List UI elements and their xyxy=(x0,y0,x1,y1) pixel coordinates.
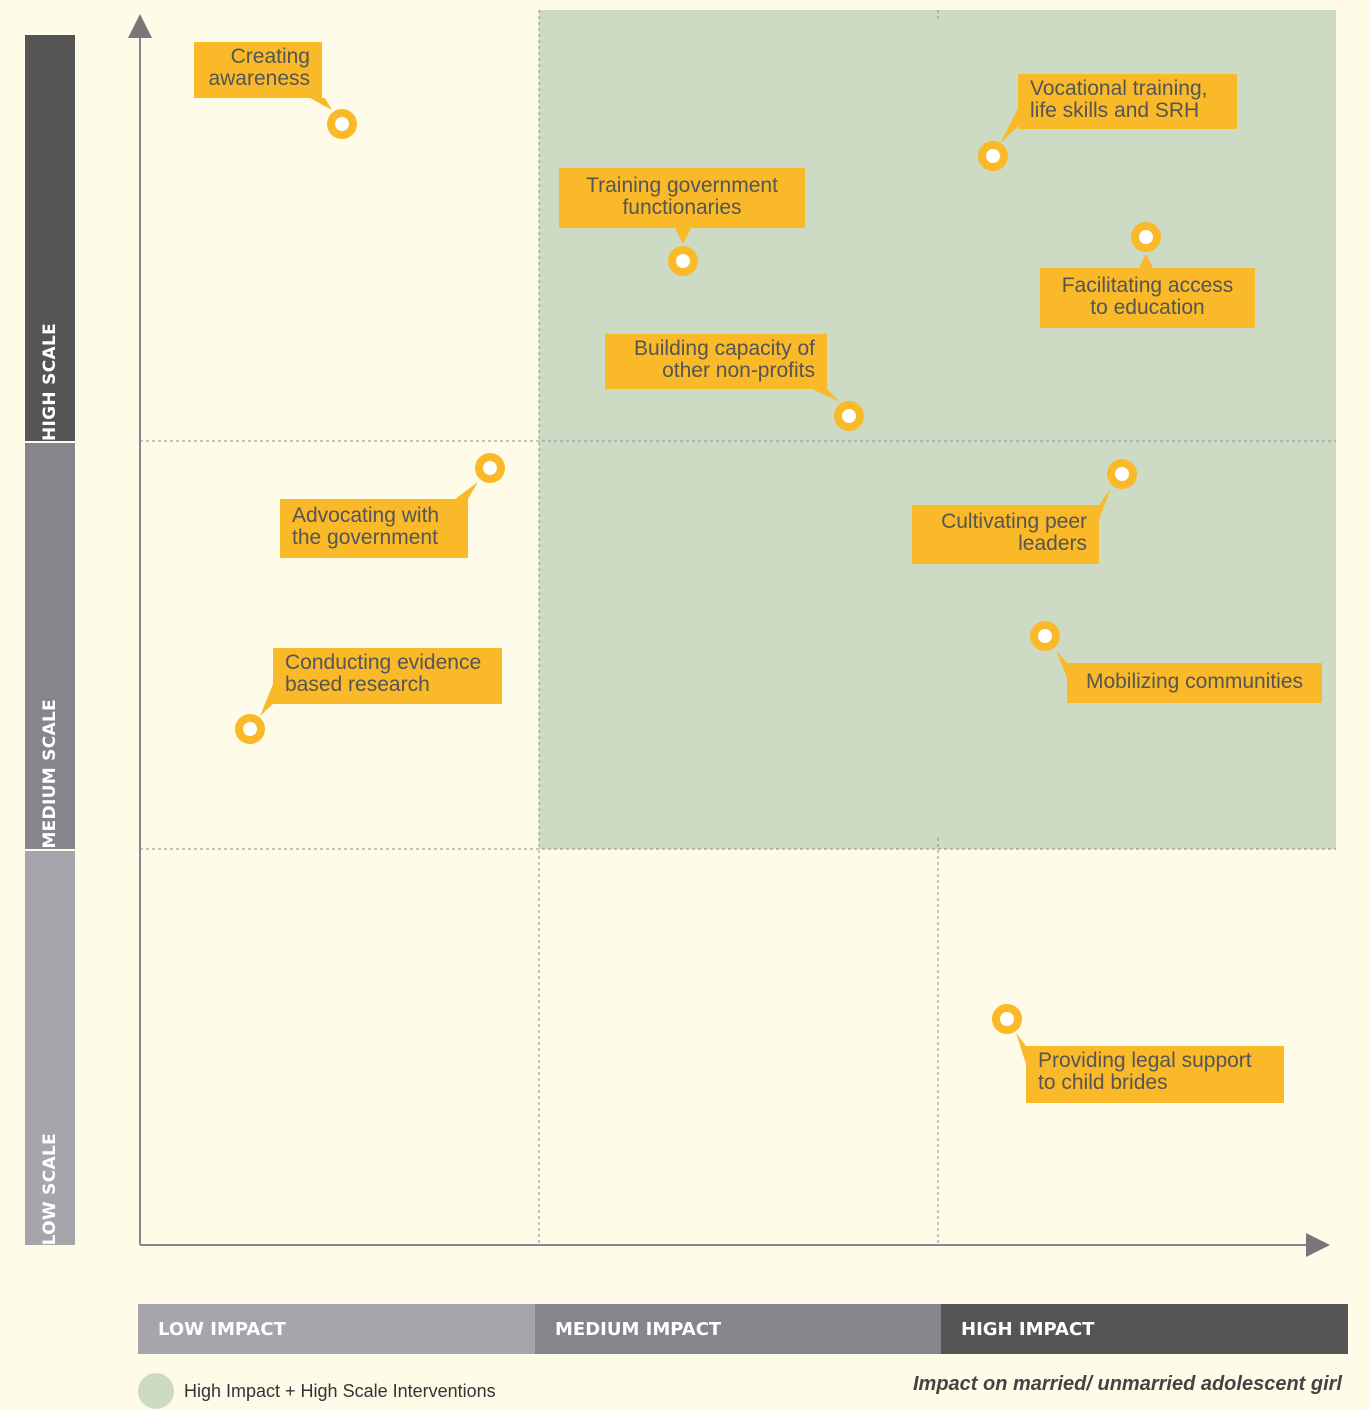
marker-training-government xyxy=(672,250,694,272)
high-scale-label: HIGH SCALE xyxy=(40,323,60,441)
label-advocating-government: Advocating with the government xyxy=(280,499,468,558)
label-conducting-research: Conducting evidence based research xyxy=(273,648,502,704)
marker-legal-support xyxy=(996,1008,1018,1030)
low-scale-label: LOW SCALE xyxy=(40,1132,60,1245)
high-impact-label: HIGH IMPACT xyxy=(961,1318,1095,1340)
label-creating-awareness: Creating awareness xyxy=(194,42,322,98)
marker-conducting-research xyxy=(239,718,261,740)
high-impact-bar xyxy=(941,1304,1348,1354)
marker-creating-awareness xyxy=(331,113,353,135)
label-cultivating-peer: Cultivating peer leaders xyxy=(912,505,1099,564)
high-scale-bar xyxy=(25,35,75,441)
medium-scale-bar xyxy=(25,443,75,849)
marker-mobilizing-communities xyxy=(1034,625,1056,647)
pointer-conducting-research xyxy=(260,684,273,716)
medium-impact-label: MEDIUM IMPACT xyxy=(555,1318,722,1340)
low-impact-label: LOW IMPACT xyxy=(158,1318,286,1340)
pointer-legal-support xyxy=(1016,1033,1026,1064)
marker-vocational-training xyxy=(982,145,1004,167)
legend-swatch xyxy=(138,1373,174,1409)
pointer-creating-awareness xyxy=(310,98,332,110)
label-facilitating-education: Facilitating access to education xyxy=(1040,268,1255,328)
low-scale-bar xyxy=(25,851,75,1245)
label-building-capacity: Building capacity of other non-profits xyxy=(605,334,827,389)
legend-text: High Impact + High Scale Interventions xyxy=(184,1380,496,1401)
high-impact-high-scale-zone xyxy=(539,10,1336,849)
label-mobilizing-communities: Mobilizing communities xyxy=(1067,663,1322,703)
label-legal-support: Providing legal support to child brides xyxy=(1026,1046,1284,1103)
medium-impact-bar xyxy=(535,1304,941,1354)
x-axis-caption: Impact on married/ unmarried adolescent girl xyxy=(912,1373,1342,1395)
x-axis-arrow-icon xyxy=(1306,1233,1330,1257)
label-training-government: Training government functionaries xyxy=(559,168,805,228)
marker-advocating-government xyxy=(479,457,501,479)
low-impact-bar xyxy=(138,1304,535,1354)
pointer-advocating-government xyxy=(455,482,478,499)
label-vocational-training: Vocational training, life skills and SRH xyxy=(1018,74,1237,129)
legend xyxy=(138,1373,496,1409)
medium-scale-label: MEDIUM SCALE xyxy=(40,699,60,849)
marker-facilitating-education xyxy=(1135,226,1157,248)
y-axis-arrow-icon xyxy=(128,14,152,38)
marker-building-capacity xyxy=(838,405,860,427)
marker-cultivating-peer xyxy=(1111,463,1133,485)
